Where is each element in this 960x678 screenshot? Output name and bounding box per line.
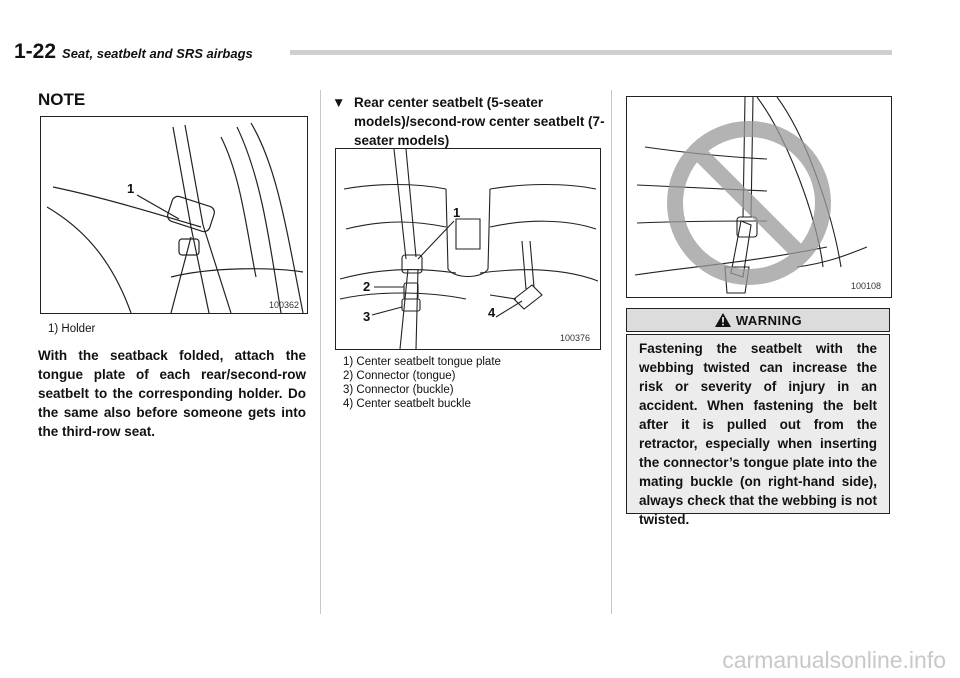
caption-3: 3) Connector (buckle) [343,384,454,396]
page-header [14,40,253,64]
caption-1: 1) Center seatbelt tongue plate [343,356,501,368]
caption-4: 4) Center seatbelt buckle [343,398,471,410]
center-seatbelt-illustration [335,148,601,350]
warning-title-bar [626,308,890,332]
header-rule [290,50,892,55]
subheading [332,93,606,150]
callout-1: 1 [127,181,135,196]
callout-1: 1 [453,205,461,220]
warning-text: Fastening the seatbelt with the webbing twisted can increase the risk or severity of injury in an accident. When fastening the belt after it is pulled out from the retractor, especially when inserting the connector’s tongue plate into the mating buckle (on right-hand side), always check that the webbing is not twisted. [639,341,877,527]
note-heading: NOTE [38,90,86,109]
callout-4: 4 [488,305,496,320]
figure-caption: 1) Holder [48,323,96,335]
callout-2: 2 [363,279,371,294]
warning-box [626,334,890,527]
twisted-belt-drawing [627,97,891,297]
watermark: carmanualsonline.info [722,647,946,673]
page-number: 1-22 [14,40,57,63]
callout-3: 3 [363,309,371,324]
holder-illustration [40,116,308,314]
center-seatbelt-drawing [336,149,600,349]
section-title: Seat, seatbelt and SRS airbags [62,46,253,61]
warning-triangle-icon [714,312,732,328]
figure-code: 100376 [560,333,591,343]
note-body: With the seatback folded, attach the tongue plate of each rear/second-row seatbelt to the corresponding holder. Do the same also before someone gets into the third-row seat. [38,348,306,439]
subheading-text: Rear center seatbelt (5-seater models)/second-row center seatbelt (7-seater models) [354,95,605,148]
column-divider-left [320,90,321,614]
holder-drawing [41,117,307,313]
warning-title: WARNING [735,312,803,328]
triangle-marker-icon: ▼ [332,95,346,110]
figure-code: 100108 [851,281,882,291]
column-divider-right [611,90,612,614]
twisted-belt-illustration [626,96,892,298]
figure-code: 100362 [269,300,300,310]
caption-2: 2) Connector (tongue) [343,370,456,382]
